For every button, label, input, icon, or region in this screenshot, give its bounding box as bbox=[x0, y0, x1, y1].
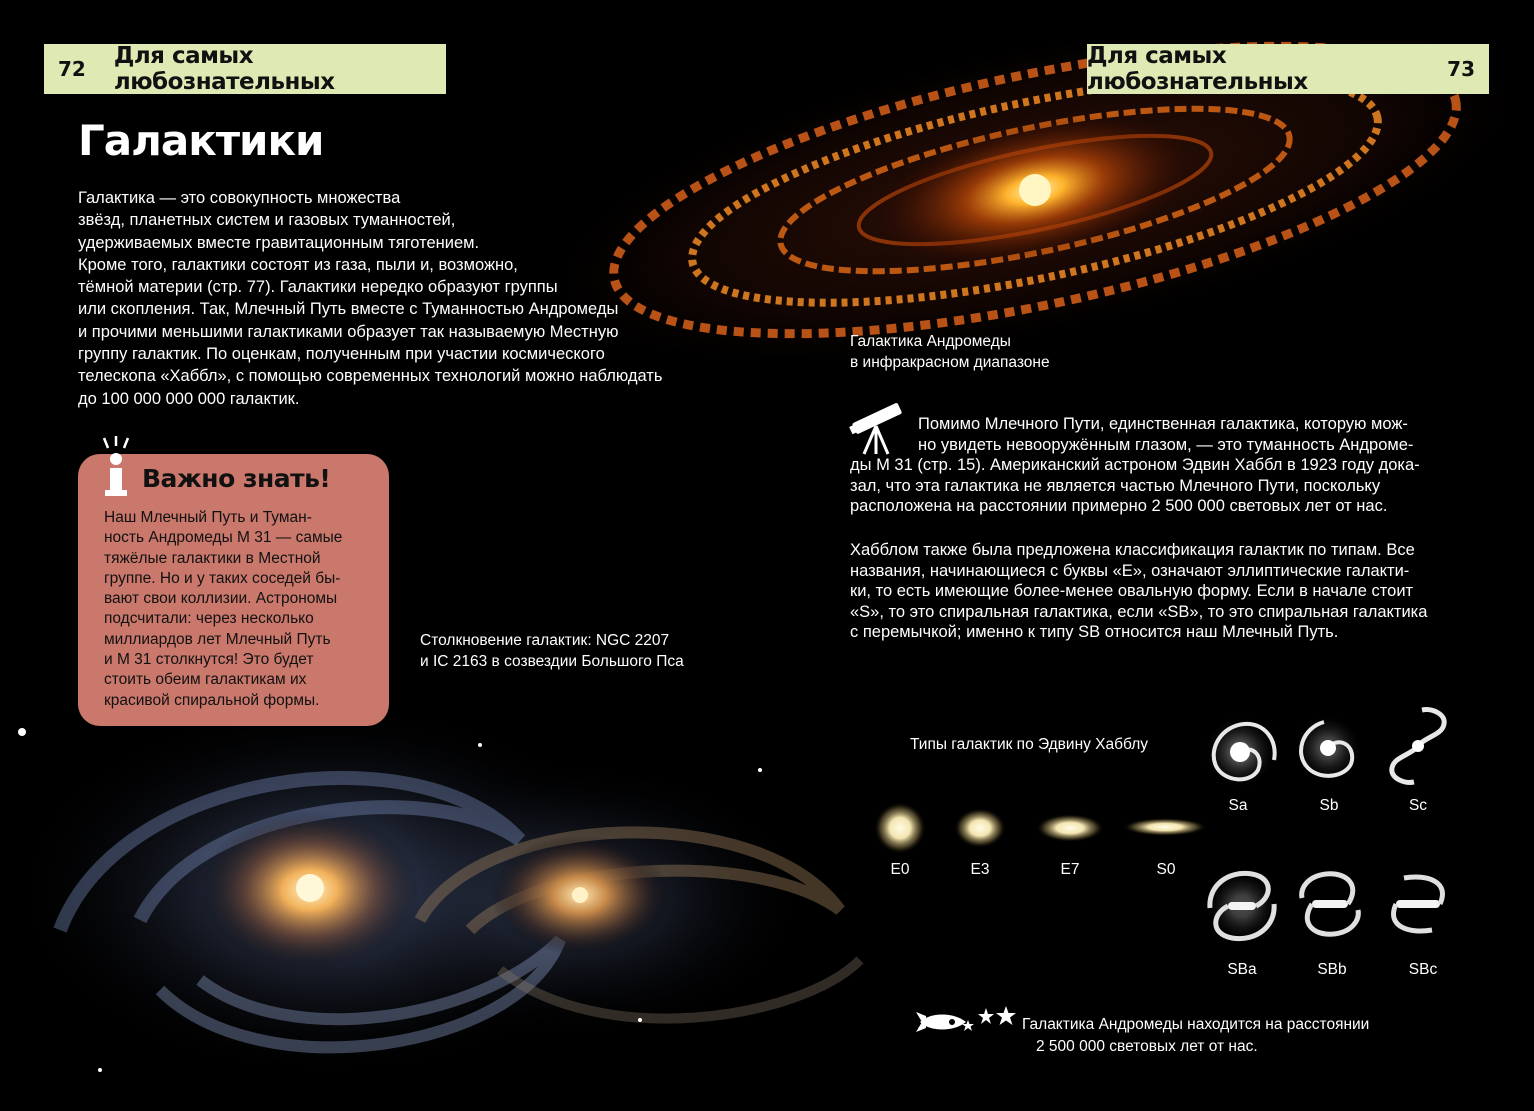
galaxy-s0-label: S0 bbox=[1156, 861, 1176, 878]
text-line: до 100 000 000 000 галактик. bbox=[78, 389, 300, 408]
galaxy-e7-label: E7 bbox=[1060, 861, 1080, 878]
galaxy-sc-shape bbox=[1392, 710, 1444, 783]
galaxy-sbb-label: SBb bbox=[1317, 961, 1347, 978]
text-line: телескопа «Хаббл», с помощью современных технологий можно наблюдать bbox=[78, 367, 663, 386]
galaxy-e7-shape bbox=[1036, 814, 1104, 842]
text-line: ки, то есть имеющие более-менее овальную форму. Если в начале стоит bbox=[850, 582, 1414, 601]
text-line: вают свои коллизии. Астрономы bbox=[104, 590, 338, 608]
text-line: Галактика — это совокупность множества bbox=[78, 189, 401, 207]
text-line: стоить обеим галактикам их bbox=[104, 671, 307, 689]
text-line: или скопления. Так, Млечный Путь вместе с Туманностью Андромеды bbox=[78, 300, 619, 319]
page-number-right: 73 bbox=[1447, 57, 1475, 81]
galaxy-e3-shape bbox=[954, 808, 1006, 848]
info-icon bbox=[98, 436, 134, 500]
stars-icon bbox=[962, 1004, 1018, 1032]
galaxy-e0-shape bbox=[874, 802, 926, 854]
text-line: Наш Млечный Путь и Туман- bbox=[104, 509, 312, 526]
text-line: красивой спиральной формы. bbox=[104, 691, 320, 709]
colliding-galaxies-image bbox=[0, 690, 900, 1111]
galaxy-sb-label: Sb bbox=[1319, 797, 1339, 814]
text-line: звёзд, планетных систем и газовых туманностей, bbox=[78, 211, 456, 230]
text-line: тяжёлые галактики в Местной bbox=[104, 549, 321, 567]
text-line: удерживаемых вместе гравитационным тяготением. bbox=[78, 233, 480, 252]
galaxy-sba-shape bbox=[1206, 870, 1278, 942]
text-line: ность Андромеды М 31 — самые bbox=[104, 529, 343, 547]
footnote-line: Галактика Андромеды находится на расстоянии bbox=[1022, 1016, 1370, 1033]
text-line: и прочими меньшими галактиками образует так называемую Местную bbox=[78, 322, 619, 341]
caption-line: Галактика Андромеды bbox=[850, 333, 1011, 350]
header-right bbox=[1087, 44, 1489, 94]
text-line: и М 31 столкнутся! Это будет bbox=[104, 651, 314, 669]
andromeda-caption bbox=[850, 331, 1050, 373]
text-line: ды М 31 (стр. 15). Американский астроном Эдвин Хаббл в 1923 году дока- bbox=[850, 456, 1420, 475]
galaxy-e0-label: E0 bbox=[890, 861, 910, 878]
text-line: Помимо Млечного Пути, единственная галактика, которую мож- bbox=[918, 415, 1408, 433]
info-box-text bbox=[104, 508, 374, 711]
galaxy-sb-shape bbox=[1294, 714, 1362, 782]
galaxy-sa-label: Sa bbox=[1228, 797, 1248, 814]
header-title-left: Для самых любознательных bbox=[113, 43, 335, 95]
galaxy-sbc-label: SBc bbox=[1408, 961, 1438, 978]
collision-caption bbox=[420, 630, 684, 672]
info-box-heading: Важно знать! bbox=[142, 464, 331, 493]
header-title-right: Для самых любознательных bbox=[1087, 43, 1308, 95]
text-line: Хабблом также была предложена классификация галактик по типам. Все bbox=[850, 541, 1415, 559]
text-line: «S», то это спиральная галактика, если «SB», то это спиральная галактика bbox=[850, 602, 1428, 621]
rocket-icon bbox=[914, 1010, 968, 1034]
page-number-left: 72 bbox=[58, 57, 86, 81]
caption-line: и IC 2163 в созвездии Большого Пса bbox=[420, 653, 684, 670]
text-line: с перемычкой; именно к типу SB относится наш Млечный Путь. bbox=[850, 623, 1339, 642]
page-title: Галактики bbox=[78, 116, 324, 165]
galaxy-sc-label: Sc bbox=[1408, 797, 1428, 814]
caption-line: в инфракрасном диапазоне bbox=[850, 354, 1050, 371]
galaxy-e3-label: E3 bbox=[970, 861, 990, 878]
text-line: названия, начинающиеся с буквы «Е», означают эллиптические галакти- bbox=[850, 561, 1410, 580]
galaxy-sa-shape bbox=[1204, 716, 1276, 788]
intro-text bbox=[78, 187, 718, 410]
hubble-diagram-title: Типы галактик по Эдвину Хабблу bbox=[910, 736, 1148, 753]
text-line: расположена на расстоянии примерно 2 500 000 световых лет от нас. bbox=[850, 497, 1388, 516]
galaxy-sba-label: SBa bbox=[1227, 961, 1257, 978]
footnote-line: 2 500 000 световых лет от нас. bbox=[1036, 1038, 1258, 1055]
text-line: зал, что эта галактика не является частью Млечного Пути, поскольку bbox=[850, 476, 1381, 495]
paragraph-classification bbox=[850, 540, 1470, 643]
text-line: подсчитали: через несколько bbox=[104, 610, 314, 628]
text-line: тёмной материи (стр. 77). Галактики нередко образуют группы bbox=[78, 278, 558, 297]
caption-line: Столкновение галактик: NGC 2207 bbox=[420, 632, 670, 649]
galaxy-sbc-shape bbox=[1394, 877, 1443, 931]
paragraph-andromeda bbox=[850, 414, 1470, 517]
text-line: группе. Но и у таких соседей бы- bbox=[104, 569, 341, 587]
hubble-diagram bbox=[860, 690, 1500, 990]
text-line: Кроме того, галактики состоят из газа, пыли и, возможно, bbox=[78, 255, 518, 274]
footnote bbox=[1022, 1014, 1369, 1058]
text-line: миллиардов лет Млечный Путь bbox=[104, 630, 331, 648]
text-line: группу галактик. По оценкам, полученным при участии космического bbox=[78, 345, 605, 364]
galaxy-sbb-shape bbox=[1302, 874, 1359, 934]
galaxy-s0-shape bbox=[1123, 818, 1207, 836]
text-line: но увидеть невооружённым глазом, — это туманность Андроме- bbox=[918, 435, 1414, 454]
header-left bbox=[44, 44, 446, 94]
